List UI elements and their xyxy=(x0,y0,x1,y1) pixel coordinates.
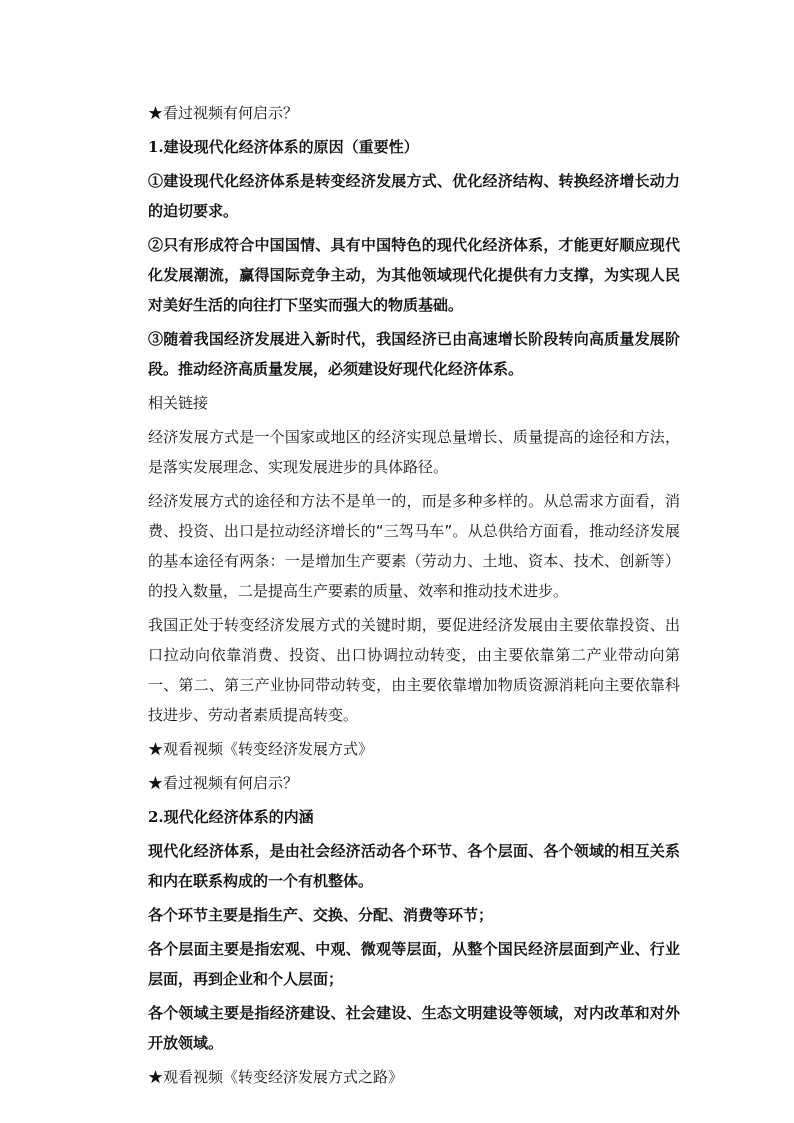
prompt-line: ★看过视频有何启示？ xyxy=(148,774,299,792)
related-paragraph-3: 我国正处于转变经济发展方式的关键时期，要促进经济发展由主要依靠投资、出口拉动向依靠消费、投资、出口协调拉动转变，由主要依靠第二产业带动向第一、第二、第三产业协同带动转变，由主要依靠增加物质资源消耗向主要依靠科技进步、劳动者素质提高转变。 xyxy=(148,616,680,724)
definition-paragraph: 现代化经济体系，是由社会经济活动各个环节、各个层面、各个领域的相互关系和内在联系构成的一个有机整体。 xyxy=(148,842,680,890)
video-line: ★观看视频《转变经济发展方式》 xyxy=(148,740,374,758)
point-2: ②只有形成符合中国国情、具有中国特色的现代化经济体系，才能更好顺应现代化发展潮流，赢得国际竞争主动，为其他领域现代化提供有力支撑，为实现人民对美好生活的向往打下坚实而强大的物质基础。 xyxy=(148,236,680,314)
point-3: ③随着我国经济发展进入新时代，我国经济已由高速增长阶段转向高质量发展阶段。推动经济高质量发展，必须建设好现代化经济体系。 xyxy=(148,330,680,378)
fields-paragraph: 各个领域主要是指经济建设、社会建设、生态文明建设等领域，对内改革和对外开放领域。 xyxy=(148,1004,680,1052)
related-link-heading: 相关链接 xyxy=(148,394,209,412)
levels-paragraph: 各个层面主要是指宏观、中观、微观等层面，从整个国民经济层面到产业、行业层面，再到企业和个人层面； xyxy=(148,940,680,988)
prompt-line: ★看过视频有何启示？ xyxy=(148,104,299,122)
section-heading: 1.建设现代化经济体系的原因（重要性） xyxy=(148,138,419,156)
section-heading: 2.现代化经济体系的内涵 xyxy=(148,808,314,826)
related-paragraph-1: 经济发展方式是一个国家或地区的经济实现总量增长、质量提高的途径和方法，是落实发展理念、实现发展进步的具体路径。 xyxy=(148,428,680,476)
document-body xyxy=(148,98,680,1096)
links-paragraph: 各个环节主要是指生产、交换、分配、消费等环节； xyxy=(148,906,494,924)
related-paragraph-2: 经济发展方式的途径和方法不是单一的，而是多种多样的。从总需求方面看，消费、投资、出口是拉动经济增长的“三驾马车”。从总供给方面看，推动经济发展的基本途径有两条：一是增加生产要素（劳动力、土地、资本、技术、创新等）的投入数量，二是提高生产要素的质量、效率和推动技术进步。 xyxy=(148,492,680,600)
point-1: ①建设现代化经济体系是转变经济发展方式、优化经济结构、转换经济增长动力的迫切要求。 xyxy=(148,172,680,220)
video-line: ★观看视频《转变经济发展方式之路》 xyxy=(148,1068,404,1086)
